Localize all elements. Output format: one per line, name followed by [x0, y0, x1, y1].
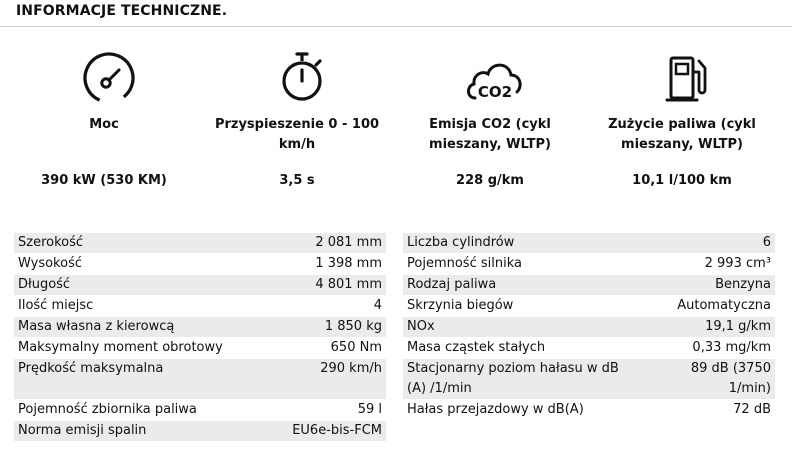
- spec-label: Rodzaj paliwa: [407, 277, 497, 292]
- fuel-pump-icon: [657, 48, 717, 108]
- spec-value: 1 850 kg: [324, 319, 382, 334]
- spec-value: 4: [373, 298, 382, 313]
- spec-value: 19,1 g/km: [705, 319, 771, 334]
- stopwatch-icon: [272, 48, 332, 108]
- spec-value: Benzyna: [715, 277, 771, 292]
- spec-row-emission-standard: [14, 421, 386, 442]
- spec-label: Skrzynia biegów: [407, 298, 514, 313]
- co2-cloud-icon: [465, 48, 525, 108]
- feature-value: 228 g/km: [456, 173, 524, 188]
- spec-row-cylinders: [403, 233, 775, 254]
- specs-table-left: [14, 233, 386, 442]
- feature-value: 10,1 l/100 km: [632, 173, 732, 188]
- spec-value: EU6e-bis-FCM: [292, 423, 382, 438]
- spec-label: Prędkość maksymalna: [18, 361, 164, 376]
- spec-row-width: [14, 233, 386, 254]
- spec-row-length: [14, 275, 386, 296]
- spec-label: Ilość miejsc: [18, 298, 94, 313]
- feature-fuel-consumption: [584, 40, 780, 200]
- spec-label: NOx: [407, 319, 435, 334]
- feature-acceleration: [199, 40, 395, 200]
- feature-label: Emisja CO2 (cykl mieszany, WLTP): [429, 117, 551, 152]
- feature-highlights: [0, 40, 792, 200]
- feature-label: Przyspieszenie 0 - 100 km/h: [214, 117, 380, 152]
- spec-row-fuel-tank: [14, 400, 386, 421]
- spec-label: Masa własna z kierowcą: [18, 319, 175, 334]
- spec-value: 2 993 cm³: [704, 256, 771, 271]
- feature-value: 3,5 s: [279, 173, 315, 188]
- spec-label: Masa cząstek stałych: [407, 340, 546, 355]
- spec-row-top-speed: [14, 359, 386, 400]
- spec-value: 59 l: [357, 402, 382, 417]
- feature-label: Zużycie paliwa (cykl mieszany, WLTP): [608, 117, 756, 152]
- spec-row-max-torque: [14, 338, 386, 359]
- spec-value: 89 dB (3750 1/min): [690, 361, 771, 396]
- title-divider: [0, 26, 792, 27]
- spec-value: 4 801 mm: [315, 277, 382, 292]
- speedometer-icon: [79, 48, 139, 108]
- spec-label: Stacjonarny poziom hałasu w dB (A) /1/min: [407, 361, 619, 396]
- spec-label: Długość: [18, 277, 71, 292]
- spec-value: 0,33 mg/km: [692, 340, 771, 355]
- spec-label: Norma emisji spalin: [18, 423, 147, 438]
- svg-text:CO2: CO2: [477, 83, 513, 101]
- page-title: INFORMACJE TECHNICZNE.: [16, 3, 228, 19]
- specs-table-right: [403, 233, 775, 421]
- spec-value: 2 081 mm: [315, 235, 382, 250]
- spec-row-fuel-type: [403, 275, 775, 296]
- spec-value: 1 398 mm: [315, 256, 382, 271]
- spec-value: 72 dB: [733, 402, 771, 417]
- spec-row-height: [14, 254, 386, 275]
- spec-label: Pojemność silnika: [407, 256, 522, 271]
- spec-row-curb-weight: [14, 317, 386, 338]
- spec-label: Wysokość: [18, 256, 82, 271]
- feature-power: [6, 40, 202, 200]
- spec-label: Hałas przejazdowy w dB(A): [407, 402, 584, 417]
- feature-value: 390 kW (530 KM): [41, 173, 167, 188]
- spec-label: Liczba cylindrów: [407, 235, 515, 250]
- spec-label: Maksymalny moment obrotowy: [18, 340, 223, 355]
- spec-value: 650 Nm: [330, 340, 382, 355]
- spec-row-seats: [14, 296, 386, 317]
- spec-row-particulates: [403, 338, 775, 359]
- spec-label: Pojemność zbiornika paliwa: [18, 402, 197, 417]
- spec-row-nox: [403, 317, 775, 338]
- spec-row-stationary-noise: [403, 359, 775, 400]
- spec-value: Automatyczna: [677, 298, 771, 313]
- spec-row-gearbox: [403, 296, 775, 317]
- spec-row-drive-by-noise: [403, 400, 775, 421]
- feature-label: Moc: [89, 117, 119, 132]
- spec-value: 6: [762, 235, 771, 250]
- spec-row-displacement: [403, 254, 775, 275]
- feature-co2-emission: [392, 40, 588, 200]
- spec-label: Szerokość: [18, 235, 84, 250]
- spec-value: 290 km/h: [320, 361, 382, 376]
